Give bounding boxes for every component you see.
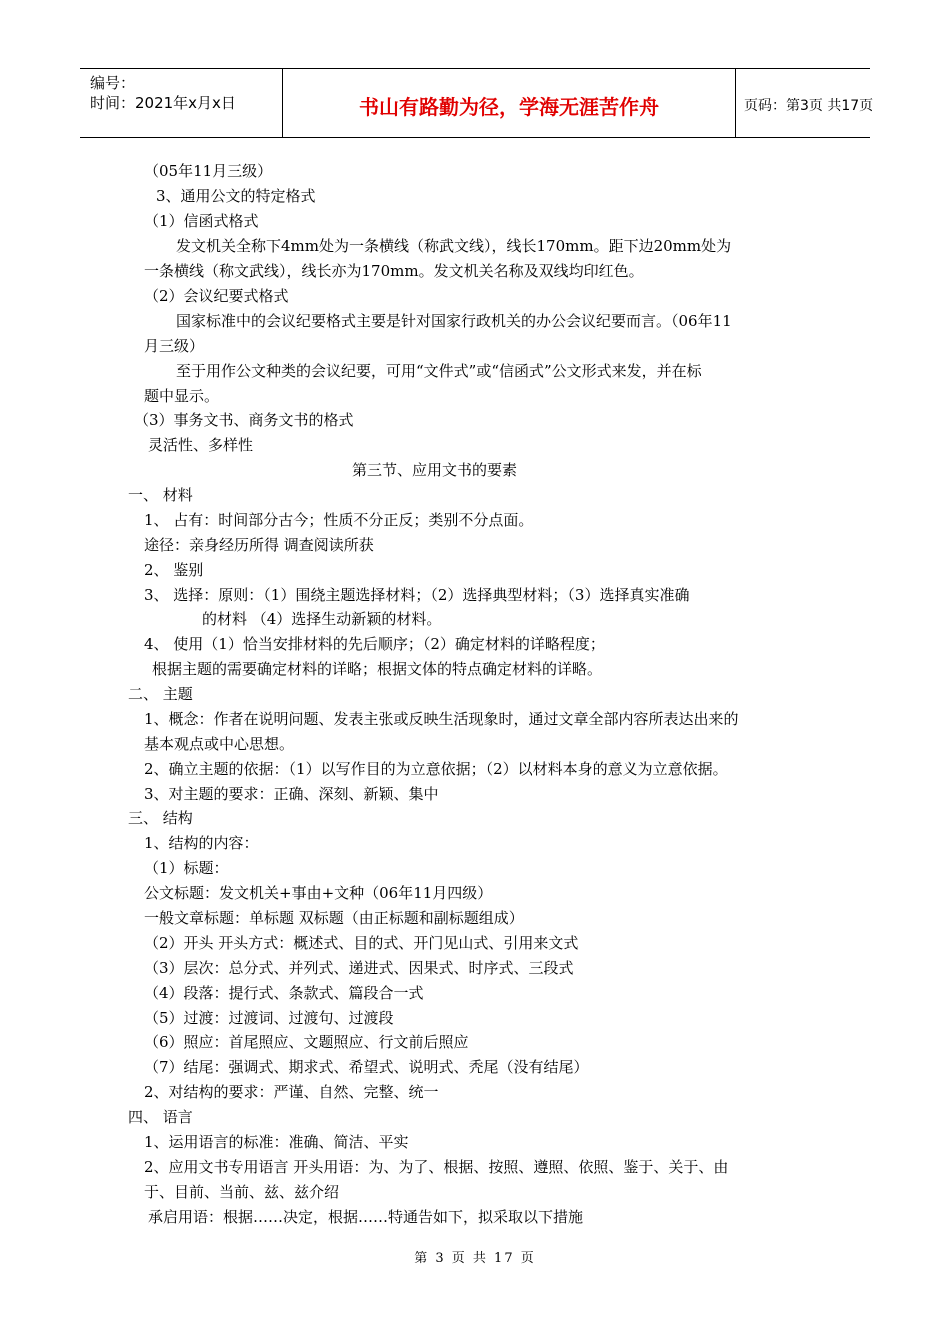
- text-line: 3、 选择：原则：（1）围绕主题选择材料；（2）选择典型材料；（3）选择真实准确: [144, 586, 690, 604]
- page-info: 页码：第3页 共17页: [744, 98, 874, 114]
- section-title: 第三节、应用文书的要素: [352, 461, 518, 479]
- text-line: （2）会议纪要式格式: [144, 287, 289, 305]
- text-line: 1、运用语言的标准：准确、简洁、平实: [144, 1133, 409, 1151]
- text-line: 1、结构的内容：: [144, 834, 259, 852]
- text-line: 月三级）: [144, 337, 205, 355]
- text-line: （7）结尾：强调式、期求式、希望式、说明式、秃尾（没有结尾）: [144, 1058, 589, 1076]
- text-line: 基本观点或中心思想。: [144, 735, 295, 753]
- text-line: 2、应用文书专用语言 开头用语：为、为了、根据、按照、遵照、依照、鉴于、关于、由: [144, 1158, 729, 1176]
- text-line: （6）照应：首尾照应、文题照应、行文前后照应: [144, 1033, 469, 1051]
- text-line: 发文机关全称下4mm处为一条横线（称武文线），线长170mm。距下边20mm处为: [176, 237, 732, 255]
- text-line: 2、确立主题的依据：（1）以写作目的为立意依据；（2）以材料本身的意义为立意依据。: [144, 760, 728, 778]
- text-line: 承启用语：根据……决定，根据……特通告如下，拟采取以下措施: [148, 1208, 584, 1226]
- text-line: 题中显示。: [144, 387, 220, 405]
- text-line: 根据主题的需要确定材料的详略；根据文体的特点确定材料的详略。: [152, 660, 603, 678]
- text-line: 国家标准中的会议纪要格式主要是针对国家行政机关的办公会议纪要而言。（06年11: [176, 312, 732, 330]
- text-line: 4、 使用（1）恰当安排材料的先后顺序；（2）确定材料的详略程度；: [144, 635, 605, 653]
- text-line: 3、对主题的要求：正确、深刻、新颖、集中: [144, 785, 439, 803]
- text-line: （5）过渡：过渡词、过渡句、过渡段: [144, 1009, 394, 1027]
- text-line: （1）标题：: [144, 859, 229, 877]
- section-heading: 一、 材料: [128, 486, 193, 504]
- text-line: 灵活性、多样性: [148, 436, 254, 454]
- section-heading: 四、 语言: [128, 1108, 193, 1126]
- text-line: （2）开头 开头方式：概述式、目的式、开门见山式、引用来文式: [144, 934, 579, 952]
- text-line: 2、对结构的要求：严谨、自然、完整、统一: [144, 1083, 439, 1101]
- text-line: （05年11月三级）: [144, 162, 273, 180]
- text-line: （4）段落：提行式、条款式、篇段合一式: [144, 984, 424, 1002]
- header-page-cell: [736, 69, 874, 137]
- page-footer: 第 3 页 共 17 页: [414, 1251, 536, 1266]
- text-line: 1、 占有：时间部分古今；性质不分正反；类别不分点面。: [144, 511, 534, 529]
- text-line: 一般文章标题：单标题 双标题（由正标题和副标题组成）: [144, 909, 524, 927]
- section-heading: 三、 结构: [128, 809, 193, 827]
- slogan: 书山有路勤为径，学海无涯苦作舟: [359, 95, 659, 119]
- header-slogan-cell: [282, 69, 736, 137]
- doc-date-label: 时间：2021年x月x日: [90, 94, 236, 112]
- text-line: 1、概念：作者在说明问题、发表主张或反映生活现象时，通过文章全部内容所表达出来的: [144, 710, 739, 728]
- page-header: [80, 68, 874, 138]
- text-line: （3）事务文书、商务文书的格式: [134, 411, 354, 429]
- text-line: （3）层次：总分式、并列式、递进式、因果式、时序式、三段式: [144, 959, 574, 977]
- text-line: 于、目前、当前、兹、兹介绍: [144, 1183, 340, 1201]
- doc-number-label: 编号：: [90, 74, 136, 92]
- text-line: 的材料 （4）选择生动新颖的材料。: [202, 610, 442, 628]
- header-meta-cell: [80, 69, 282, 137]
- text-line: 一条横线（称文武线），线长亦为170mm。发文机关名称及双线均印红色。: [144, 262, 644, 280]
- text-line: （1）信函式格式: [144, 212, 259, 230]
- text-line: 公文标题：发文机关+事由+文种（06年11月四级）: [144, 884, 493, 902]
- text-line: 2、 鉴别: [144, 561, 204, 579]
- text-line: 至于用作公文种类的会议纪要，可用“文件式”或“信函式”公文形式来发，并在标: [176, 362, 702, 380]
- text-line: 3、通用公文的特定格式: [156, 187, 316, 205]
- text-line: 途径：亲身经历所得 调查阅读所获: [144, 536, 374, 554]
- section-heading: 二、 主题: [128, 685, 193, 703]
